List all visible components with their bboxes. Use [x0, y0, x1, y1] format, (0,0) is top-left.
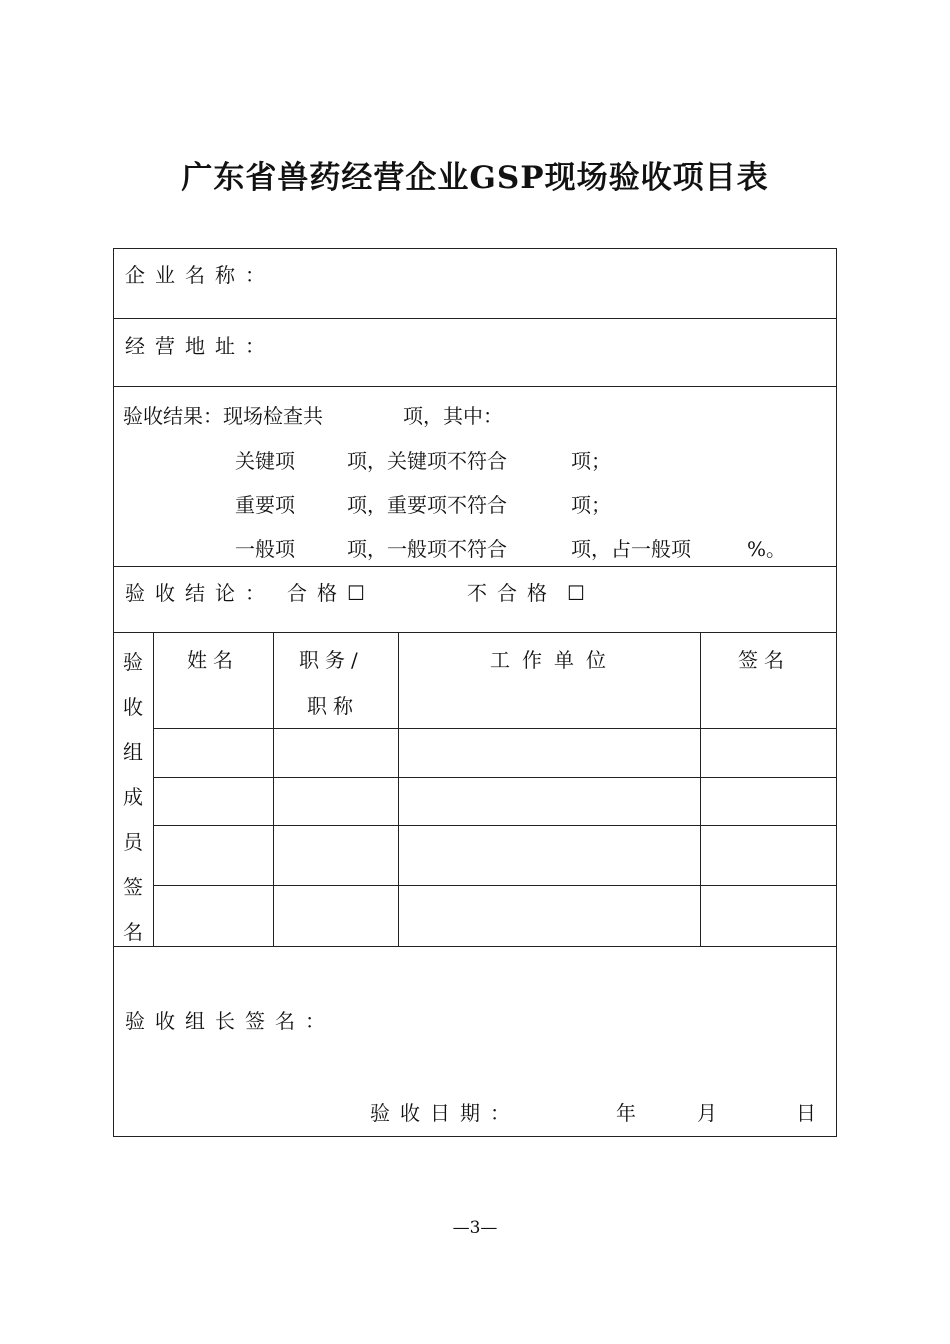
page-number: —3— [452, 1218, 498, 1238]
col-header-sign: 签名 [738, 648, 790, 672]
date-year: 年 [616, 1101, 636, 1125]
grid-col-line [273, 632, 274, 946]
grid-row-line [153, 777, 837, 778]
row-divider [113, 566, 837, 567]
col-header-title-1: 职务/ [299, 648, 364, 672]
side-char: 收 [123, 695, 143, 719]
date-day: 日 [796, 1101, 816, 1125]
side-char: 签 [123, 875, 143, 899]
row-divider [113, 632, 837, 633]
result-line1-suffix: 项，其中： [403, 404, 503, 428]
key-items-label: 关键项 [235, 449, 295, 473]
row-divider [113, 318, 837, 319]
company-name-label: 企业名称： [125, 263, 275, 287]
row-divider [113, 386, 837, 387]
grid-col-line [153, 632, 154, 946]
date-label: 验收日期： [370, 1101, 520, 1125]
grid-row-line [153, 885, 837, 886]
grid-col-line [700, 632, 701, 946]
general-items-end: 项，占一般项 [571, 537, 691, 561]
key-items-mid: 项，关键项不符合 [347, 449, 507, 473]
grid-row-line [153, 825, 837, 826]
general-items-percent: %。 [747, 537, 787, 561]
row-divider [113, 946, 837, 947]
general-items-label: 一般项 [235, 537, 295, 561]
general-items-mid: 项，一般项不符合 [347, 537, 507, 561]
page-title: 广东省兽药经营企业GSP现场验收项目表 [181, 160, 769, 196]
conclusion-pass-label: 合格 [287, 581, 347, 605]
major-items-end: 项； [571, 493, 611, 517]
result-line1-prefix: 验收结果：现场检查共 [123, 404, 323, 428]
side-char: 验 [123, 650, 143, 674]
grid-row-line [153, 728, 837, 729]
table-border-bottom [113, 1136, 837, 1137]
col-header-unit: 工作单位 [490, 648, 618, 672]
col-header-title-2: 职称 [307, 694, 359, 718]
key-items-end: 项； [571, 449, 611, 473]
address-label: 经营地址： [125, 334, 275, 358]
conclusion-label: 验收结论： [125, 581, 275, 605]
grid-col-line [398, 632, 399, 946]
pass-checkbox[interactable]: ☐ [347, 581, 365, 605]
conclusion-fail-label: 不合格 [467, 581, 557, 605]
major-items-label: 重要项 [235, 493, 295, 517]
side-char: 组 [123, 740, 143, 764]
table-border-left [113, 248, 114, 1137]
major-items-mid: 项，重要项不符合 [347, 493, 507, 517]
col-header-name: 姓名 [187, 648, 239, 672]
side-char: 名 [123, 920, 143, 944]
table-border-top [113, 248, 837, 249]
members-side-label [123, 640, 145, 955]
fail-checkbox[interactable]: ☐ [567, 581, 585, 605]
date-month: 月 [697, 1101, 717, 1125]
leader-sign-label: 验收组长签名： [125, 1009, 335, 1033]
inspection-form-table [113, 248, 837, 1137]
table-border-right [836, 248, 837, 1137]
side-char: 员 [123, 830, 143, 854]
side-char: 成 [123, 785, 143, 809]
